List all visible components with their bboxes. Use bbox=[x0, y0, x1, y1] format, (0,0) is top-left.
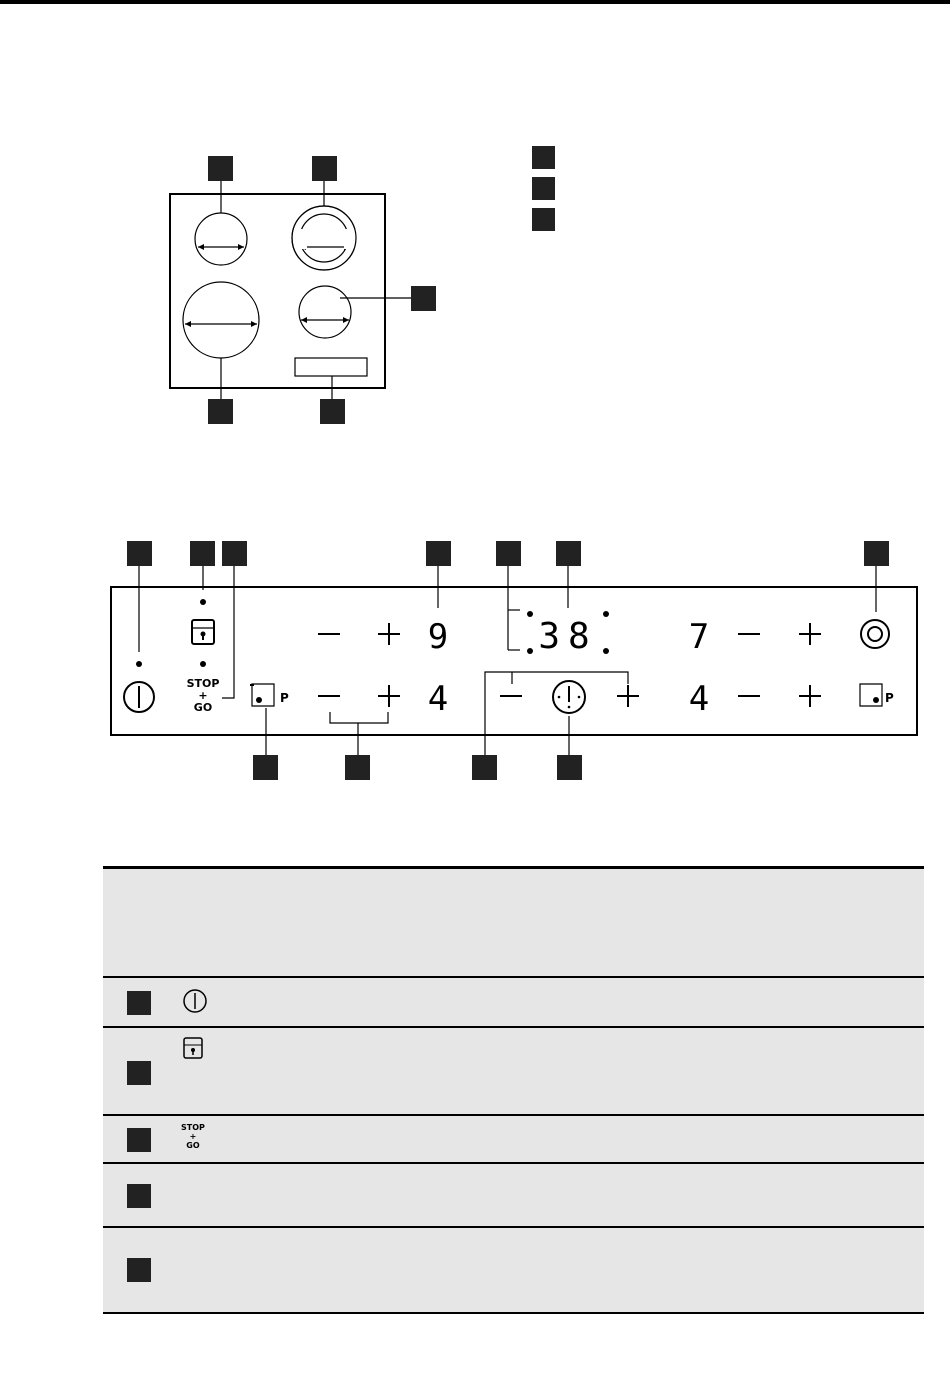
control-panel-outline bbox=[111, 587, 917, 735]
cooking-zone-double-inner bbox=[300, 214, 348, 262]
stopgo-line2: + bbox=[189, 1132, 197, 1141]
callout-top-6 bbox=[556, 541, 581, 566]
table-row bbox=[103, 1228, 924, 1314]
callout-1 bbox=[208, 156, 233, 181]
callout-4 bbox=[208, 399, 233, 424]
stopgo-line3: GO bbox=[193, 701, 213, 714]
on-off-icon bbox=[124, 682, 154, 712]
row-number-square bbox=[127, 1184, 151, 1208]
stopgo-line1: STOP bbox=[186, 677, 220, 690]
power-level-bottom-right: 4 bbox=[688, 679, 710, 719]
row-number-square bbox=[127, 1128, 151, 1152]
cooking-zone-front-left bbox=[195, 213, 247, 265]
callout-5 bbox=[320, 399, 345, 424]
pause-label-right: P bbox=[885, 691, 894, 705]
cooking-zone-large bbox=[183, 282, 259, 358]
lock-icon bbox=[181, 1036, 207, 1062]
table-row bbox=[103, 1164, 924, 1228]
plus-top-right bbox=[799, 623, 821, 645]
power-level-bottom-left: 4 bbox=[427, 679, 449, 719]
callout-3 bbox=[411, 286, 436, 311]
lock-icon bbox=[192, 620, 214, 644]
legend-square-1 bbox=[532, 146, 555, 169]
stop-go-icon bbox=[181, 1123, 205, 1150]
power-level-top-left: 9 bbox=[427, 617, 449, 657]
table-row bbox=[103, 1028, 924, 1116]
plus-bottom-left bbox=[378, 685, 400, 707]
callout-bottom-3 bbox=[472, 755, 497, 780]
power-level-top-right: 7 bbox=[688, 617, 710, 657]
symbol-table bbox=[103, 866, 924, 1314]
table-row bbox=[103, 1116, 924, 1164]
stopgo-line3: GO bbox=[186, 1141, 200, 1150]
timer-display: 38 bbox=[538, 616, 598, 657]
cooking-zone-small bbox=[299, 286, 351, 338]
pause-icon-right bbox=[860, 684, 882, 706]
on-off-icon bbox=[181, 988, 209, 1016]
stopgo-line1: STOP bbox=[181, 1123, 205, 1132]
pause-label-left: P bbox=[280, 691, 289, 705]
control-panel-diagram bbox=[111, 541, 917, 780]
row-number-square bbox=[127, 991, 151, 1015]
plus-bottom-right bbox=[799, 685, 821, 707]
callout-top-2 bbox=[190, 541, 215, 566]
callout-bottom-2 bbox=[345, 755, 370, 780]
callout-2 bbox=[312, 156, 337, 181]
callout-top-5 bbox=[496, 541, 521, 566]
bridge-zone-icon bbox=[861, 620, 889, 648]
callout-top-3 bbox=[222, 541, 247, 566]
row-number-square bbox=[127, 1258, 151, 1282]
cooking-surface-diagram bbox=[170, 146, 555, 424]
stopgo-line2: + bbox=[198, 689, 208, 702]
callout-top-7 bbox=[864, 541, 889, 566]
timer-icon bbox=[553, 681, 585, 713]
table-row bbox=[103, 978, 924, 1028]
plus-top-left bbox=[378, 623, 400, 645]
callout-top-4 bbox=[426, 541, 451, 566]
control-panel-area bbox=[295, 358, 367, 376]
table-header bbox=[103, 866, 924, 978]
row-number-square bbox=[127, 1061, 151, 1085]
callout-bottom-4 bbox=[557, 755, 582, 780]
legend-square-2 bbox=[532, 177, 555, 200]
legend-square-3 bbox=[532, 208, 555, 231]
timer-plus bbox=[617, 685, 639, 707]
pause-icon-left bbox=[250, 684, 274, 706]
callout-bottom-1 bbox=[253, 755, 278, 780]
callout-top-1 bbox=[127, 541, 152, 566]
